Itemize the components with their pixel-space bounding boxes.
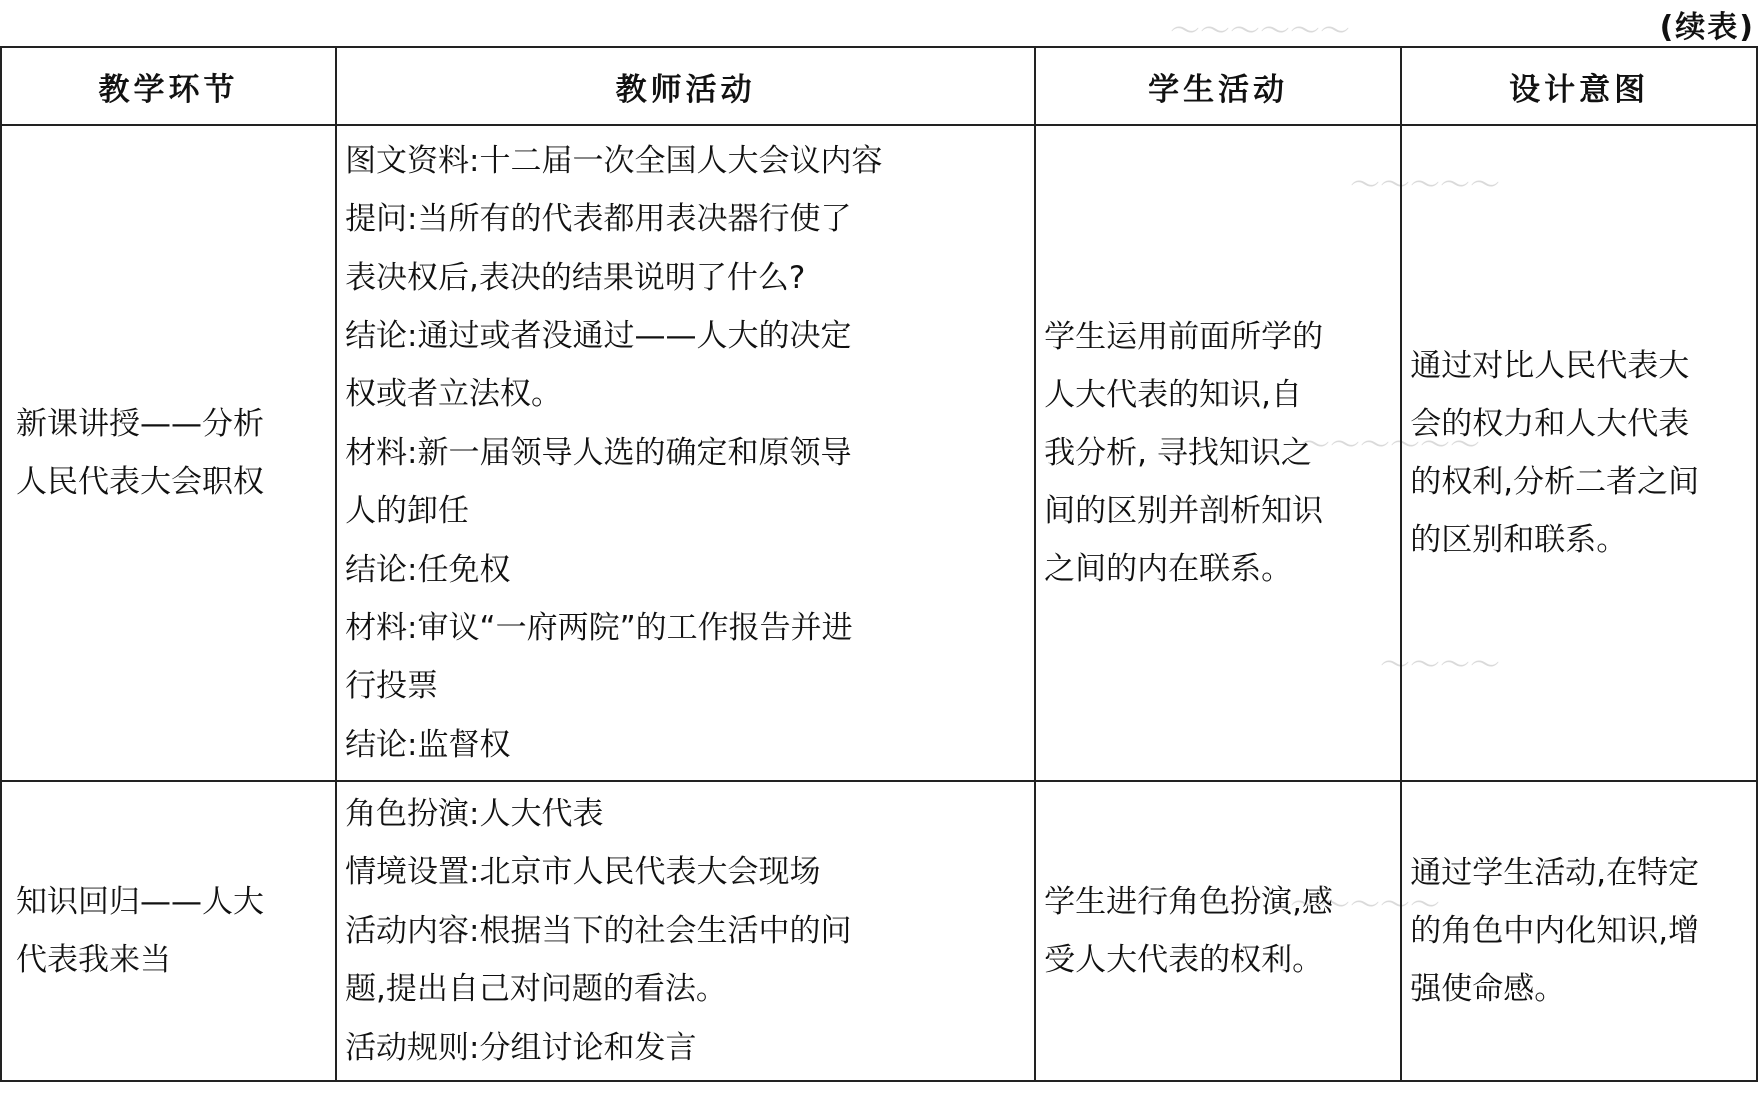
continued-table-label: (续表) (1659, 10, 1755, 45)
student-activity-cell (1035, 781, 1401, 1081)
teacher-activity-cell (336, 125, 1035, 781)
design-intent-cell (1401, 781, 1757, 1081)
bleed-through-text: ～～～～～～ (1170, 14, 1350, 49)
header-student-activity: 学生活动 (1035, 47, 1401, 125)
teacher-activity-line: 情境设置:北京市人民代表大会现场 (345, 854, 821, 891)
teacher-activity-cell (336, 781, 1035, 1081)
teacher-activity-line: 表决权后,表决的结果说明了什么? (345, 259, 806, 296)
teacher-activity-line: 活动内容:根据当下的社会生活中的问 (345, 912, 852, 949)
teacher-activity-line: 结论:通过或者没通过——人大的决定 (345, 317, 852, 354)
stage-cell (1, 125, 336, 781)
stage-text: 知识回归——人大 代表我来当 (16, 884, 264, 978)
table-row (1, 781, 1757, 1081)
student-activity-text: 学生进行角色扮演,感 受人大代表的权利。 (1044, 884, 1333, 978)
design-intent-text: 通过学生活动,在特定 的角色中内化知识,增 强使命感。 (1410, 855, 1700, 1007)
teacher-activity-line: 行投票 (345, 668, 439, 705)
teacher-activity-line: 结论:监督权 (345, 726, 511, 763)
student-activity-cell (1035, 125, 1401, 781)
teacher-activity-line: 结论:任免权 (345, 551, 511, 588)
bleed-through-text: ～～～～～～ (1300, 428, 1480, 463)
header-teacher-activity: 教师活动 (336, 47, 1035, 125)
teacher-activity-line: 图文资料:十二届一次全国人大会议内容 (345, 142, 883, 179)
student-activity-text: 学生运用前面所学的 人大代表的知识,自 我分析, 寻找知识之 间的区别并剖析知识 之间的内在联系。 (1044, 319, 1324, 587)
teacher-activity-line: 材料:新一届领导人选的确定和原领导 (345, 434, 852, 471)
stage-text: 新课讲授——分析 人民代表大会职权 (16, 406, 264, 500)
teacher-activity-line: 提问:当所有的代表都用表决器行使了 (345, 201, 852, 238)
teacher-activity-line: 权或者立法权。 (345, 376, 563, 413)
header-stage: 教学环节 (1, 47, 336, 125)
bleed-through-text: ～～～～～ (1350, 168, 1500, 203)
bleed-through-text: ～～～～～ (1290, 888, 1440, 923)
teacher-activity-line: 人的卸任 (345, 493, 470, 530)
teacher-activity-line: 材料:审议“一府两院”的工作报告并进 (345, 610, 853, 647)
design-intent-cell (1401, 125, 1757, 781)
teacher-activity-line: 活动规则:分组讨论和发言 (345, 1029, 697, 1066)
lesson-plan-table (0, 46, 1758, 1082)
teacher-activity-line: 角色扮演:人大代表 (345, 795, 604, 832)
stage-cell (1, 781, 336, 1081)
table-row (1, 125, 1757, 781)
header-design-intent: 设计意图 (1401, 47, 1757, 125)
table-header-row (1, 47, 1757, 125)
bleed-through-text: ～～～～ (1380, 648, 1500, 683)
design-intent-text: 通过对比人民代表大 会的权力和人大代表 的权利,分析二者之间 的区别和联系。 (1410, 348, 1700, 558)
teacher-activity-line: 题,提出自己对问题的看法。 (345, 971, 727, 1008)
